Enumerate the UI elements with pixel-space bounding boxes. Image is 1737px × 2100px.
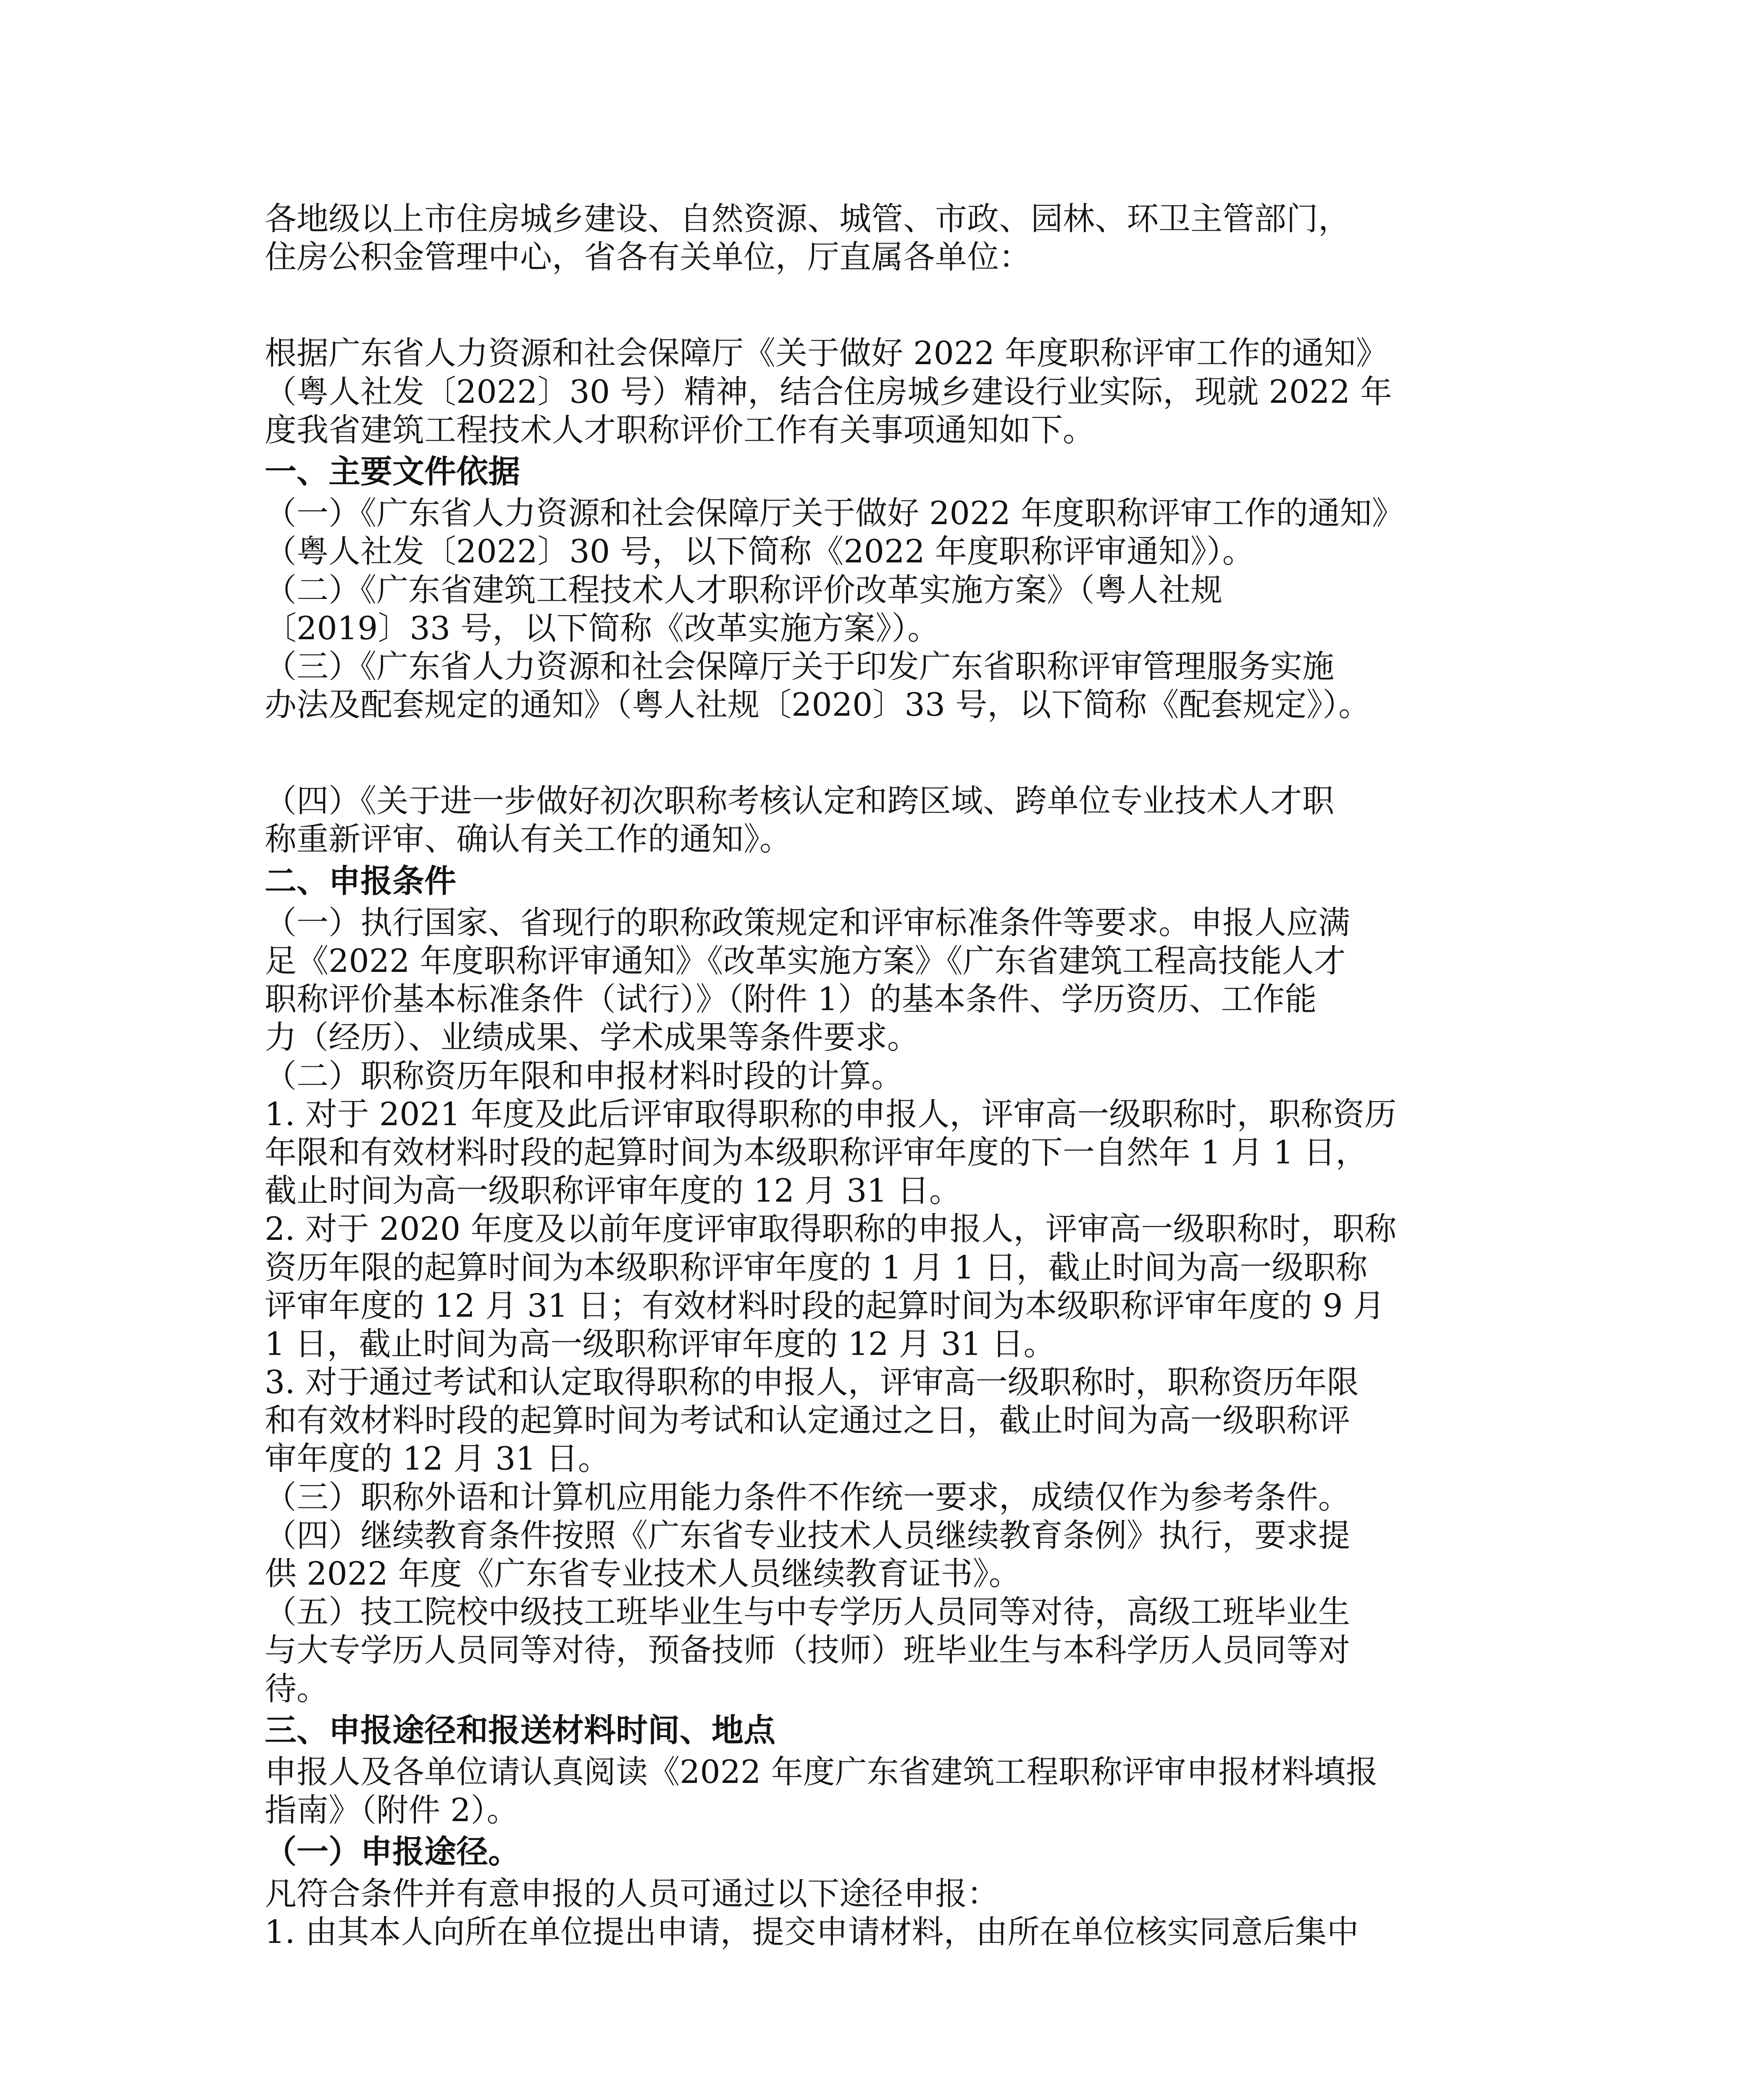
paragraph-gap: [265, 727, 1504, 782]
section-2-line: （五）技工院校中级技工班毕业生与中专学历人员同等对待，高级工班毕业生: [265, 1593, 1350, 1631]
addressee-line: 各地级以上市住房城乡建设、自然资源、城管、市政、园林、环卫主管部门，: [265, 200, 1350, 237]
section-2-line: 1 日，截止时间为高一级职称评审年度的 12 月 31 日。: [265, 1325, 1056, 1362]
section-3-subheading: （一）申报途径。: [265, 1833, 520, 1871]
section-1-line: （二）《广东省建筑工程技术人才职称评价改革实施方案》（粤人社规: [265, 571, 1222, 609]
intro-line: （粤人社发〔2022〕30 号）精神，结合住房城乡建设行业实际，现就 2022 年: [265, 373, 1393, 410]
section-1-line: （三）《广东省人力资源和社会保障厅关于印发广东省职称评审管理服务实施: [265, 647, 1334, 685]
section-2-line: 2. 对于 2020 年度及以前年度评审取得职称的申报人，评审高一级职称时，职称: [265, 1210, 1397, 1248]
addressee-line: 住房公积金管理中心，省各有关单位，厅直属各单位：: [265, 238, 1031, 276]
section-1-line: 称重新评审、确认有关工作的通知》。: [265, 820, 791, 858]
section-3-line: 申报人及各单位请认真阅读《2022 年度广东省建筑工程职称评审申报材料填报: [265, 1753, 1378, 1790]
section-1-line: 〔2019〕33 号，以下简称《改革实施方案》）。: [265, 609, 940, 647]
section-2-heading: 二、申报条件: [265, 862, 456, 900]
section-2-line: （二）职称资历年限和申报材料时段的计算。: [265, 1057, 903, 1095]
section-2-line: 资历年限的起算时间为本级职称评审年度的 1 月 1 日，截止时间为高一级职称: [265, 1248, 1368, 1286]
section-3-body: [265, 1753, 1504, 1829]
section-2-line: 3. 对于通过考试和认定取得职称的申报人，评审高一级职称时，职称资历年限: [265, 1363, 1359, 1401]
section-2-line: 职称评价基本标准条件（试行）》（附件 1）的基本条件、学历资历、工作能: [265, 980, 1317, 1018]
section-3-body-continued: [265, 1874, 1504, 1951]
section-2-line: （一）执行国家、省现行的职称政策规定和评审标准条件等要求。申报人应满: [265, 903, 1350, 941]
section-3-line: 1. 由其本人向所在单位提出申请，提交申请材料，由所在单位核实同意后集中: [265, 1913, 1359, 1950]
section-3-line: 指南》（附件 2）。: [265, 1791, 519, 1829]
section-2-line: 足《2022 年度职称评审通知》《改革实施方案》《广东省建筑工程高技能人才: [265, 942, 1346, 979]
section-1-items: [265, 494, 1504, 724]
intro-line: 根据广东省人力资源和社会保障厅《关于做好 2022 年度职称评审工作的通知》: [265, 334, 1388, 372]
section-2-line: （三）职称外语和计算机应用能力条件不作统一要求，成绩仅作为参考条件。: [265, 1478, 1350, 1516]
section-1-heading: 一、主要文件依据: [265, 452, 520, 490]
section-3-heading: 三、申报途径和报送材料时间、地点: [265, 1711, 775, 1749]
section-1-line: 办法及配套规定的通知》（粤人社规〔2020〕33 号，以下简称《配套规定》）。: [265, 686, 1371, 724]
section-2-line: 力（经历）、业绩成果、学术成果等条件要求。: [265, 1018, 919, 1056]
paragraph-gap: [265, 279, 1504, 334]
addressee: [265, 200, 1504, 276]
intro-line: 度我省建筑工程技术人才职称评价工作有关事项通知如下。: [265, 411, 1095, 449]
section-2-line: 审年度的 12 月 31 日。: [265, 1440, 610, 1478]
section-1-line: （粤人社发〔2022〕30 号，以下简称《2022 年度职称评审通知》）。: [265, 533, 1254, 570]
section-2-line: 供 2022 年度《广东省专业技术人员继续教育证书》。: [265, 1555, 1021, 1592]
section-1-line: （四）《关于进一步做好初次职称考核认定和跨区域、跨单位专业技术人才职: [265, 782, 1334, 820]
intro-paragraph: [265, 334, 1504, 449]
section-2-line: 1. 对于 2021 年度及此后评审取得职称的申报人，评审高一级职称时，职称资历: [265, 1095, 1397, 1133]
section-2-line: 年限和有效材料时段的起算时间为本级职称评审年度的下一自然年 1 月 1 日，: [265, 1133, 1368, 1171]
section-3-line: 凡符合条件并有意申报的人员可通过以下途径申报：: [265, 1874, 999, 1912]
document-body: [265, 200, 1504, 1954]
section-2-line: 和有效材料时段的起算时间为考试和认定通过之日，截止时间为高一级职称评: [265, 1402, 1350, 1439]
section-1-line: （一）《广东省人力资源和社会保障厅关于做好 2022 年度职称评审工作的通知》: [265, 494, 1404, 532]
section-2-line: 评审年度的 12 月 31 日；有效材料时段的起算时间为本级职称评审年度的 9 月: [265, 1286, 1385, 1324]
section-2-line: 截止时间为高一级职称评审年度的 12 月 31 日。: [265, 1172, 962, 1210]
section-2-body: [265, 903, 1504, 1708]
section-2-line: （四）继续教育条件按照《广东省专业技术人员继续教育条例》执行，要求提: [265, 1516, 1350, 1554]
section-2-line: 与大专学历人员同等对待，预备技师（技师）班毕业生与本科学历人员同等对: [265, 1631, 1350, 1669]
section-1-items-continued: [265, 782, 1504, 858]
section-2-line: 待。: [265, 1670, 328, 1707]
